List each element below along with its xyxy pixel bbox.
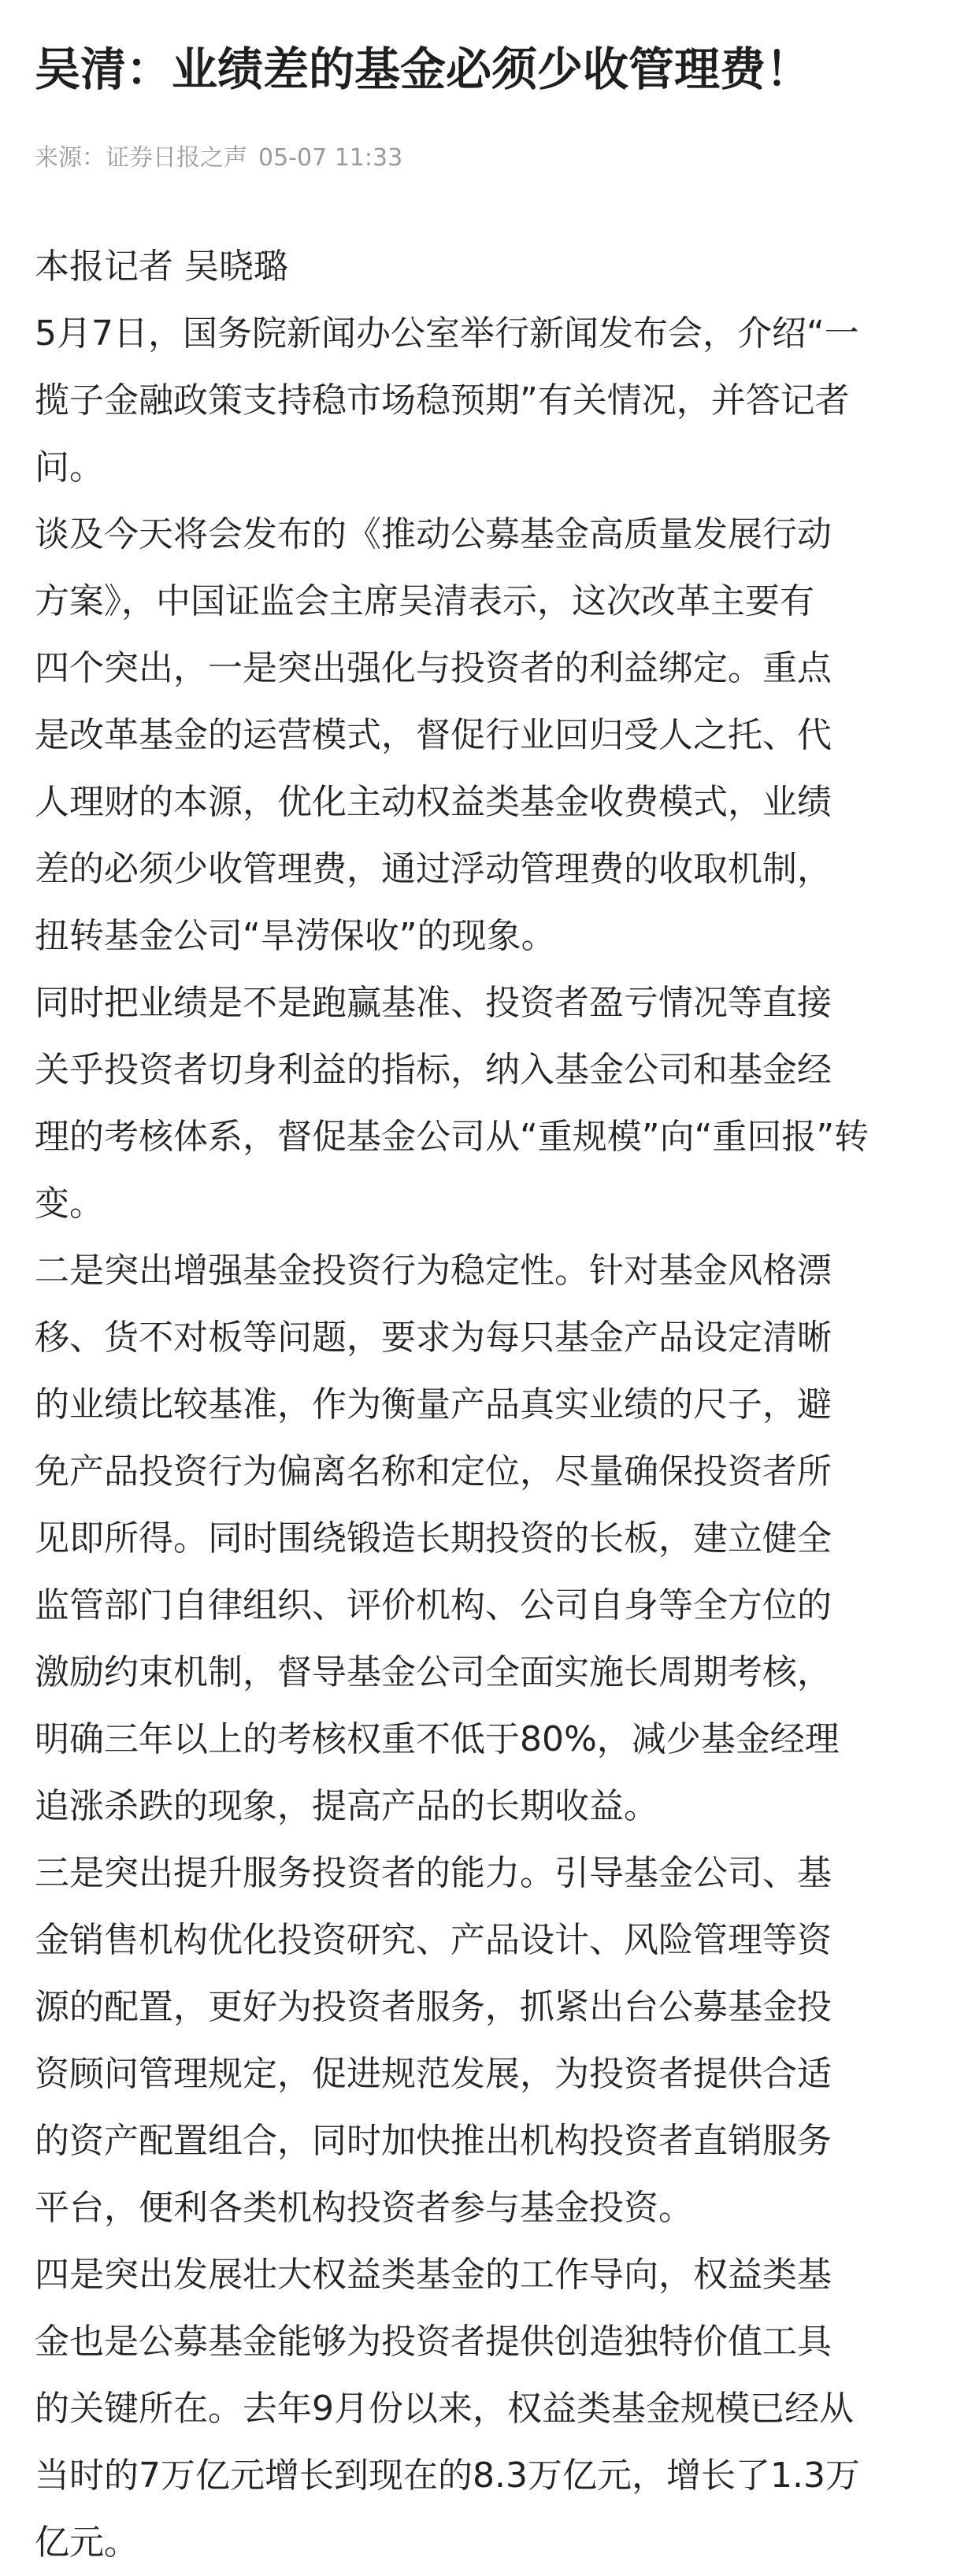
text-line: 明确三年以上的考核权重不低于80%，减少基金经理 (35, 1719, 840, 1759)
text-line: 的业绩比较基准，作为衡量产品真实业绩的尺子，避 (35, 1384, 832, 1425)
text-line: 见即所得。同时围绕锻造长期投资的长板，建立健全 (35, 1518, 832, 1559)
text-line: 方案》，中国证监会主席吴清表示，这次改革主要有 (35, 581, 814, 621)
text-line: 激励约束机制，督导基金公司全面实施长周期考核， (35, 1652, 832, 1692)
text-line: 人理财的本源，优化主动权益类基金收费模式，业绩 (35, 782, 832, 822)
article-title: 吴清：业绩差的基金必须少收管理费！ (35, 43, 812, 96)
text-line: 同时把业绩是不是跑赢基准、投资者盈亏情况等直接 (35, 983, 832, 1023)
text-line: 变。 (35, 1184, 104, 1224)
text-line: 三是突出提升服务投资者的能力。引导基金公司、基 (35, 1853, 832, 1893)
text-line: 源的配置，更好为投资者服务，抓紧出台公募基金投 (35, 1987, 832, 2027)
publish-time: 05-07 11:33 (258, 144, 403, 172)
text-line: 谈及今天将会发布的《推动公募基金高质量发展行动 (35, 514, 832, 554)
text-line: 平台，便利各类机构投资者参与基金投资。 (35, 2188, 693, 2228)
text-line: 本报记者 吴晓璐 (35, 246, 288, 287)
text-line: 揽子金融政策支持稳市场稳预期”有关情况，并答记者 (35, 380, 850, 421)
text-line: 免产品投资行为偏离名称和定位，尽量确保投资者所 (35, 1451, 832, 1492)
text-line: 扭转基金公司“旱涝保收”的现象。 (35, 916, 556, 956)
text-line: 关乎投资者切身利益的指标，纳入基金公司和基金经 (35, 1050, 832, 1090)
text-line: 理的考核体系，督促基金公司从“重规模”向“重回报”转 (35, 1117, 869, 1157)
text-line: 的资产配置组合，同时加快推出机构投资者直销服务 (35, 2121, 832, 2161)
text-line: 追涨杀跌的现象，提高产品的长期收益。 (35, 1786, 658, 1826)
text-line: 差的必须少收管理费，通过浮动管理费的收取机制， (35, 849, 832, 889)
text-line: 5月7日，国务院新闻办公室举行新闻发布会，介绍“一 (35, 313, 859, 354)
text-line: 是改革基金的运营模式，督促行业回归受人之托、代 (35, 715, 832, 755)
text-line: 的关键所在。去年9月份以来，权益类基金规模已经从 (35, 2389, 854, 2429)
text-line: 资顾问管理规定，促进规范发展，为投资者提供合适 (35, 2054, 832, 2094)
article-meta (35, 139, 402, 178)
source-name[interactable]: 证券日报之声 (106, 144, 247, 172)
text-line: 当时的7万亿元增长到现在的8.3万亿元，增长了1.3万 (35, 2456, 860, 2496)
text-line: 亿元。 (35, 2522, 139, 2563)
text-line: 金销售机构优化投资研究、产品设计、风险管理等资 (35, 1920, 832, 1960)
text-line: 移、货不对板等问题，要求为每只基金产品设定清晰 (35, 1318, 832, 1358)
text-line: 金也是公募基金能够为投资者提供创造独特价值工具 (35, 2322, 832, 2362)
article-body (35, 233, 964, 2576)
text-line: 监管部门自律组织、评价机构、公司自身等全方位的 (35, 1585, 832, 1625)
text-line: 四个突出，一是突出强化与投资者的利益绑定。重点 (35, 648, 832, 688)
source-label: 来源： (35, 144, 106, 172)
text-line: 二是突出增强基金投资行为稳定性。针对基金风格漂 (35, 1251, 832, 1291)
text-line: 问。 (35, 447, 104, 487)
text-line: 四是突出发展壮大权益类基金的工作导向，权益类基 (35, 2255, 832, 2295)
